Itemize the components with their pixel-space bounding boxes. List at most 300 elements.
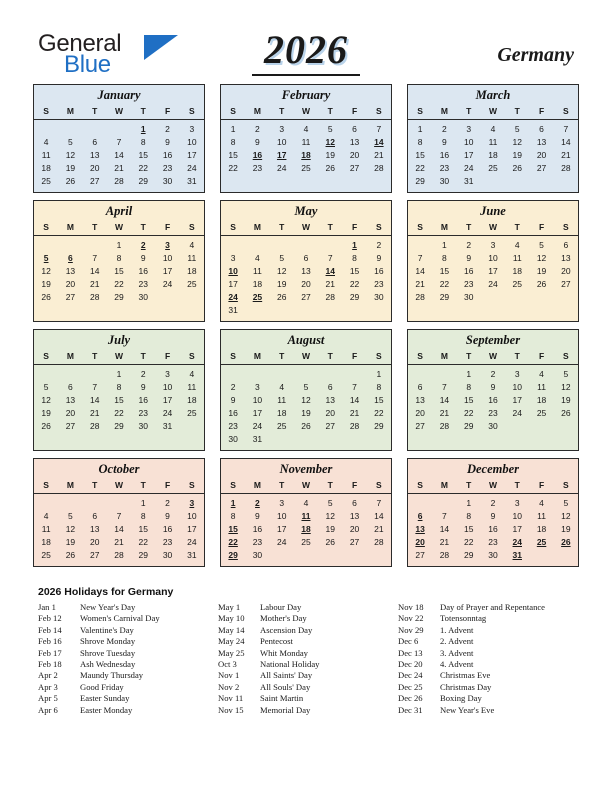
day-cell[interactable]: 11 [187, 382, 197, 392]
day-cell[interactable]: 29 [349, 292, 360, 302]
day-cell[interactable]: 31 [187, 550, 197, 560]
day-cell[interactable]: 8 [466, 382, 472, 392]
day-cell-holiday[interactable]: 22 [228, 537, 238, 547]
day-cell[interactable]: 13 [536, 137, 547, 147]
day-cell[interactable]: 4 [514, 240, 520, 250]
day-cell[interactable]: 20 [325, 408, 335, 418]
day-cell[interactable]: 9 [255, 511, 260, 521]
day-cell[interactable]: 20 [89, 163, 100, 173]
day-cell[interactable]: 20 [561, 266, 571, 276]
day-cell[interactable]: 3 [165, 369, 170, 379]
day-cell[interactable]: 8 [352, 253, 357, 263]
day-cell[interactable]: 15 [463, 395, 474, 405]
day-cell[interactable]: 6 [303, 253, 309, 263]
day-cell[interactable]: 30 [488, 421, 498, 431]
day-cell[interactable]: 2 [376, 240, 382, 250]
day-cell[interactable]: 27 [301, 292, 311, 302]
day-cell[interactable]: 3 [279, 498, 285, 508]
day-cell[interactable]: 30 [488, 550, 498, 560]
day-cell[interactable]: 29 [439, 292, 450, 302]
day-cell[interactable]: 14 [374, 511, 384, 521]
day-cell[interactable]: 27 [89, 176, 100, 186]
day-cell[interactable]: 24 [187, 537, 197, 547]
day-cell[interactable]: 26 [65, 550, 76, 560]
day-cell[interactable]: 4 [43, 137, 49, 147]
day-cell[interactable]: 29 [138, 176, 148, 186]
day-cell[interactable]: 14 [89, 395, 100, 405]
day-cell[interactable]: 8 [140, 137, 146, 147]
day-cell-holiday[interactable]: 2 [255, 498, 260, 508]
day-cell-holiday[interactable]: 15 [228, 524, 238, 534]
day-cell[interactable]: 13 [325, 395, 335, 405]
day-cell[interactable]: 21 [374, 150, 384, 160]
day-cell[interactable]: 15 [415, 150, 425, 160]
day-cell[interactable]: 29 [374, 421, 384, 431]
day-cell-holiday[interactable]: 25 [252, 292, 263, 302]
day-cell[interactable]: 3 [490, 240, 496, 250]
day-cell[interactable]: 21 [89, 279, 100, 289]
day-cell[interactable]: 19 [65, 163, 76, 173]
day-cell[interactable]: 22 [463, 408, 474, 418]
day-cell[interactable]: 23 [439, 163, 450, 173]
day-cell[interactable]: 16 [488, 524, 498, 534]
day-cell[interactable]: 31 [252, 434, 263, 444]
day-cell[interactable]: 1 [466, 498, 472, 508]
day-cell[interactable]: 28 [415, 292, 425, 302]
day-cell[interactable]: 22 [349, 279, 360, 289]
day-cell-holiday[interactable]: 18 [301, 524, 311, 534]
day-cell[interactable]: 15 [463, 524, 474, 534]
day-cell[interactable]: 7 [442, 382, 447, 392]
day-cell-holiday[interactable]: 16 [252, 150, 263, 160]
day-cell[interactable]: 5 [539, 240, 544, 250]
day-cell[interactable]: 6 [92, 137, 98, 147]
day-cell[interactable]: 28 [349, 421, 360, 431]
day-cell[interactable]: 22 [114, 279, 124, 289]
day-cell[interactable]: 28 [561, 163, 571, 173]
day-cell[interactable]: 4 [255, 253, 260, 263]
day-cell-holiday[interactable]: 14 [374, 137, 384, 147]
day-cell[interactable]: 30 [374, 292, 384, 302]
day-cell[interactable]: 28 [114, 550, 124, 560]
day-cell-holiday[interactable]: 5 [43, 253, 49, 263]
day-cell[interactable]: 7 [376, 498, 382, 508]
day-cell[interactable]: 11 [537, 511, 546, 521]
day-cell[interactable]: 6 [352, 498, 357, 508]
day-cell[interactable]: 6 [92, 511, 98, 521]
day-cell[interactable]: 9 [230, 395, 236, 405]
day-cell[interactable]: 29 [114, 421, 124, 431]
day-cell[interactable]: 2 [255, 124, 260, 134]
day-cell[interactable]: 21 [89, 408, 100, 418]
day-cell[interactable]: 23 [138, 279, 148, 289]
day-cell[interactable]: 22 [415, 163, 425, 173]
day-cell[interactable]: 4 [539, 369, 544, 379]
day-cell[interactable]: 16 [162, 524, 173, 534]
day-cell[interactable]: 3 [466, 124, 472, 134]
day-cell[interactable]: 23 [252, 537, 263, 547]
day-cell[interactable]: 22 [439, 279, 450, 289]
day-cell-holiday[interactable]: 24 [228, 292, 238, 302]
day-cell[interactable]: 26 [41, 421, 51, 431]
day-cell[interactable]: 27 [561, 279, 571, 289]
day-cell[interactable]: 17 [162, 395, 173, 405]
day-cell[interactable]: 25 [512, 279, 522, 289]
day-cell[interactable]: 5 [279, 253, 285, 263]
day-cell[interactable]: 27 [349, 163, 360, 173]
day-cell[interactable]: 24 [276, 537, 287, 547]
day-cell[interactable]: 29 [463, 550, 474, 560]
day-cell[interactable]: 11 [488, 137, 498, 147]
day-cell[interactable]: 16 [162, 150, 173, 160]
day-cell[interactable]: 9 [490, 511, 496, 521]
day-cell[interactable]: 20 [415, 408, 425, 418]
day-cell[interactable]: 1 [116, 369, 122, 379]
day-cell[interactable]: 29 [138, 550, 148, 560]
day-cell[interactable]: 11 [253, 266, 262, 276]
day-cell[interactable]: 24 [463, 163, 474, 173]
day-cell[interactable]: 18 [41, 163, 51, 173]
day-cell[interactable]: 1 [140, 498, 146, 508]
day-cell[interactable]: 20 [301, 279, 311, 289]
day-cell[interactable]: 11 [537, 382, 546, 392]
day-cell[interactable]: 5 [327, 498, 333, 508]
day-cell[interactable]: 12 [561, 511, 571, 521]
day-cell[interactable]: 10 [276, 137, 287, 147]
day-cell[interactable]: 22 [138, 163, 148, 173]
day-cell[interactable]: 18 [488, 150, 498, 160]
day-cell-holiday[interactable]: 3 [189, 498, 195, 508]
day-cell[interactable]: 18 [276, 408, 287, 418]
day-cell[interactable]: 16 [138, 395, 148, 405]
day-cell[interactable]: 1 [230, 124, 236, 134]
day-cell[interactable]: 3 [514, 498, 520, 508]
day-cell[interactable]: 12 [325, 511, 335, 521]
day-cell[interactable]: 31 [187, 176, 197, 186]
day-cell-holiday[interactable]: 13 [415, 524, 425, 534]
day-cell[interactable]: 25 [276, 421, 287, 431]
day-cell[interactable]: 12 [512, 137, 522, 147]
day-cell[interactable]: 27 [65, 292, 76, 302]
day-cell[interactable]: 16 [252, 524, 263, 534]
day-cell[interactable]: 17 [252, 408, 263, 418]
day-cell[interactable]: 2 [490, 369, 496, 379]
day-cell[interactable]: 14 [114, 150, 124, 160]
day-cell[interactable]: 14 [114, 524, 124, 534]
day-cell[interactable]: 2 [165, 124, 170, 134]
day-cell[interactable]: 1 [376, 369, 382, 379]
day-cell[interactable]: 18 [536, 395, 547, 405]
day-cell[interactable]: 4 [189, 369, 195, 379]
day-cell[interactable]: 27 [536, 163, 547, 173]
day-cell[interactable]: 20 [65, 408, 76, 418]
day-cell[interactable]: 12 [301, 395, 311, 405]
day-cell[interactable]: 12 [276, 266, 287, 276]
day-cell[interactable]: 5 [563, 369, 569, 379]
day-cell[interactable]: 28 [439, 421, 450, 431]
day-cell[interactable]: 27 [349, 537, 360, 547]
day-cell[interactable]: 9 [140, 382, 146, 392]
day-cell[interactable]: 27 [415, 550, 425, 560]
day-cell[interactable]: 21 [374, 524, 384, 534]
day-cell[interactable]: 19 [536, 266, 547, 276]
day-cell[interactable]: 5 [514, 124, 520, 134]
day-cell[interactable]: 9 [255, 137, 260, 147]
day-cell[interactable]: 31 [463, 176, 474, 186]
day-cell[interactable]: 19 [561, 524, 571, 534]
day-cell[interactable]: 20 [65, 279, 76, 289]
day-cell[interactable]: 15 [349, 266, 360, 276]
day-cell-holiday[interactable]: 1 [140, 124, 146, 134]
day-cell[interactable]: 19 [276, 279, 287, 289]
day-cell[interactable]: 21 [439, 537, 450, 547]
day-cell[interactable]: 26 [561, 408, 571, 418]
day-cell[interactable]: 23 [488, 537, 498, 547]
day-cell[interactable]: 15 [138, 150, 148, 160]
day-cell[interactable]: 30 [252, 550, 263, 560]
day-cell[interactable]: 2 [140, 369, 146, 379]
day-cell[interactable]: 14 [561, 137, 571, 147]
day-cell-holiday[interactable]: 1 [352, 240, 357, 250]
day-cell[interactable]: 22 [374, 408, 384, 418]
day-cell[interactable]: 21 [439, 408, 450, 418]
day-cell[interactable]: 25 [187, 279, 197, 289]
day-cell[interactable]: 14 [415, 266, 425, 276]
day-cell[interactable]: 12 [561, 382, 571, 392]
day-cell[interactable]: 6 [68, 382, 73, 392]
day-cell[interactable]: 7 [92, 382, 98, 392]
day-cell[interactable]: 17 [187, 524, 197, 534]
day-cell[interactable]: 7 [417, 253, 423, 263]
day-cell[interactable]: 11 [277, 395, 287, 405]
day-cell-holiday[interactable]: 20 [415, 537, 425, 547]
day-cell[interactable]: 5 [68, 137, 73, 147]
day-cell[interactable]: 11 [512, 253, 522, 263]
day-cell[interactable]: 21 [561, 150, 571, 160]
day-cell[interactable]: 24 [276, 163, 287, 173]
day-cell-holiday[interactable]: 29 [228, 550, 238, 560]
day-cell[interactable]: 6 [327, 382, 333, 392]
day-cell[interactable]: 29 [415, 176, 425, 186]
day-cell[interactable]: 17 [228, 279, 238, 289]
day-cell[interactable]: 26 [41, 292, 51, 302]
day-cell[interactable]: 19 [325, 150, 335, 160]
day-cell[interactable]: 17 [463, 150, 474, 160]
day-cell[interactable]: 7 [563, 124, 569, 134]
day-cell[interactable]: 5 [68, 511, 73, 521]
day-cell-holiday[interactable]: 26 [561, 537, 571, 547]
day-cell[interactable]: 8 [116, 382, 122, 392]
day-cell[interactable]: 2 [230, 382, 236, 392]
day-cell[interactable]: 26 [512, 163, 522, 173]
day-cell[interactable]: 17 [512, 524, 522, 534]
day-cell[interactable]: 28 [89, 421, 100, 431]
day-cell[interactable]: 20 [349, 150, 360, 160]
day-cell[interactable]: 5 [43, 382, 49, 392]
day-cell[interactable]: 27 [415, 421, 425, 431]
day-cell[interactable]: 14 [439, 395, 450, 405]
day-cell[interactable]: 21 [349, 408, 360, 418]
day-cell[interactable]: 5 [563, 498, 569, 508]
day-cell[interactable]: 3 [279, 124, 285, 134]
day-cell-holiday[interactable]: 6 [417, 511, 423, 521]
day-cell[interactable]: 18 [187, 395, 197, 405]
day-cell[interactable]: 19 [65, 537, 76, 547]
day-cell[interactable]: 22 [114, 408, 124, 418]
day-cell[interactable]: 12 [65, 150, 76, 160]
day-cell[interactable]: 12 [41, 395, 51, 405]
day-cell[interactable]: 25 [41, 550, 51, 560]
day-cell[interactable]: 13 [301, 266, 311, 276]
day-cell[interactable]: 31 [228, 305, 238, 315]
day-cell[interactable]: 9 [140, 253, 146, 263]
day-cell[interactable]: 19 [41, 279, 51, 289]
day-cell[interactable]: 3 [189, 124, 195, 134]
day-cell[interactable]: 25 [187, 408, 197, 418]
day-cell[interactable]: 11 [41, 524, 51, 534]
day-cell[interactable]: 23 [374, 279, 384, 289]
day-cell[interactable]: 8 [442, 253, 447, 263]
day-cell[interactable]: 28 [439, 550, 450, 560]
day-cell[interactable]: 12 [65, 524, 76, 534]
day-cell[interactable]: 7 [116, 511, 122, 521]
day-cell[interactable]: 23 [138, 408, 148, 418]
day-cell[interactable]: 16 [228, 408, 238, 418]
day-cell[interactable]: 4 [303, 498, 309, 508]
day-cell[interactable]: 22 [138, 537, 148, 547]
day-cell[interactable]: 17 [162, 266, 173, 276]
day-cell[interactable]: 2 [466, 240, 472, 250]
day-cell[interactable]: 3 [255, 382, 260, 392]
day-cell[interactable]: 19 [325, 524, 335, 534]
day-cell[interactable]: 28 [325, 292, 335, 302]
day-cell[interactable]: 17 [512, 395, 522, 405]
day-cell[interactable]: 21 [114, 537, 124, 547]
day-cell[interactable]: 26 [65, 176, 76, 186]
day-cell[interactable]: 16 [488, 395, 498, 405]
day-cell[interactable]: 25 [488, 163, 498, 173]
day-cell[interactable]: 9 [466, 253, 472, 263]
day-cell[interactable]: 19 [512, 150, 522, 160]
day-cell[interactable]: 15 [374, 395, 384, 405]
day-cell[interactable]: 18 [41, 537, 51, 547]
day-cell[interactable]: 6 [539, 124, 544, 134]
day-cell[interactable]: 14 [349, 395, 360, 405]
day-cell[interactable]: 10 [512, 382, 522, 392]
day-cell[interactable]: 20 [536, 150, 547, 160]
day-cell[interactable]: 6 [352, 124, 357, 134]
day-cell[interactable]: 12 [41, 266, 51, 276]
day-cell[interactable]: 30 [228, 434, 238, 444]
day-cell[interactable]: 13 [349, 511, 360, 521]
day-cell[interactable]: 29 [463, 421, 474, 431]
day-cell[interactable]: 24 [512, 408, 522, 418]
day-cell-holiday[interactable]: 6 [68, 253, 73, 263]
day-cell[interactable]: 23 [228, 421, 238, 431]
day-cell[interactable]: 23 [463, 279, 474, 289]
day-cell[interactable]: 11 [301, 137, 311, 147]
day-cell[interactable]: 15 [228, 150, 238, 160]
day-cell[interactable]: 10 [162, 253, 173, 263]
day-cell[interactable]: 13 [415, 395, 425, 405]
day-cell[interactable]: 26 [301, 421, 311, 431]
day-cell[interactable]: 11 [41, 150, 51, 160]
day-cell[interactable]: 2 [442, 124, 447, 134]
day-cell[interactable]: 18 [536, 524, 547, 534]
day-cell[interactable]: 7 [92, 253, 98, 263]
day-cell[interactable]: 18 [252, 279, 263, 289]
day-cell[interactable]: 30 [463, 292, 474, 302]
day-cell[interactable]: 10 [463, 137, 474, 147]
day-cell[interactable]: 16 [374, 266, 384, 276]
day-cell[interactable]: 4 [303, 124, 309, 134]
day-cell[interactable]: 21 [415, 279, 425, 289]
day-cell[interactable]: 16 [439, 150, 450, 160]
day-cell[interactable]: 28 [374, 163, 384, 173]
day-cell[interactable]: 25 [301, 163, 311, 173]
day-cell[interactable]: 8 [230, 137, 236, 147]
day-cell[interactable]: 8 [230, 511, 236, 521]
day-cell[interactable]: 18 [512, 266, 522, 276]
day-cell[interactable]: 27 [325, 421, 335, 431]
day-cell[interactable]: 23 [252, 163, 263, 173]
day-cell[interactable]: 25 [301, 537, 311, 547]
day-cell[interactable]: 15 [439, 266, 450, 276]
day-cell[interactable]: 9 [442, 137, 447, 147]
day-cell[interactable]: 30 [138, 292, 148, 302]
day-cell[interactable]: 10 [187, 137, 197, 147]
day-cell[interactable]: 21 [325, 279, 335, 289]
day-cell[interactable]: 1 [417, 124, 423, 134]
day-cell[interactable]: 1 [116, 240, 122, 250]
day-cell[interactable]: 5 [303, 382, 309, 392]
day-cell[interactable]: 10 [276, 511, 287, 521]
day-cell[interactable]: 26 [276, 292, 287, 302]
day-cell[interactable]: 14 [439, 524, 450, 534]
day-cell[interactable]: 13 [65, 266, 76, 276]
day-cell-holiday[interactable]: 18 [301, 150, 311, 160]
day-cell[interactable]: 3 [230, 253, 236, 263]
day-cell[interactable]: 5 [327, 124, 333, 134]
day-cell[interactable]: 10 [488, 253, 498, 263]
day-cell[interactable]: 23 [162, 163, 173, 173]
day-cell[interactable]: 13 [89, 150, 100, 160]
day-cell[interactable]: 15 [114, 395, 124, 405]
day-cell[interactable]: 6 [417, 382, 423, 392]
day-cell[interactable]: 2 [490, 498, 496, 508]
day-cell[interactable]: 29 [114, 292, 124, 302]
day-cell[interactable]: 1 [466, 369, 472, 379]
day-cell[interactable]: 18 [187, 266, 197, 276]
day-cell[interactable]: 2 [165, 498, 170, 508]
day-cell[interactable]: 27 [89, 550, 100, 560]
day-cell[interactable]: 7 [442, 511, 447, 521]
day-cell[interactable]: 24 [162, 408, 173, 418]
day-cell[interactable]: 7 [352, 382, 357, 392]
day-cell-holiday[interactable]: 2 [140, 240, 146, 250]
day-cell[interactable]: 8 [376, 382, 382, 392]
day-cell[interactable]: 26 [325, 163, 335, 173]
day-cell-holiday[interactable]: 12 [325, 137, 335, 147]
day-cell[interactable]: 19 [41, 408, 51, 418]
day-cell[interactable]: 31 [162, 421, 173, 431]
day-cell[interactable]: 8 [417, 137, 423, 147]
day-cell[interactable]: 30 [162, 550, 173, 560]
day-cell[interactable]: 4 [43, 511, 49, 521]
day-cell[interactable]: 13 [349, 137, 360, 147]
day-cell[interactable]: 9 [165, 511, 170, 521]
day-cell[interactable]: 8 [116, 253, 122, 263]
